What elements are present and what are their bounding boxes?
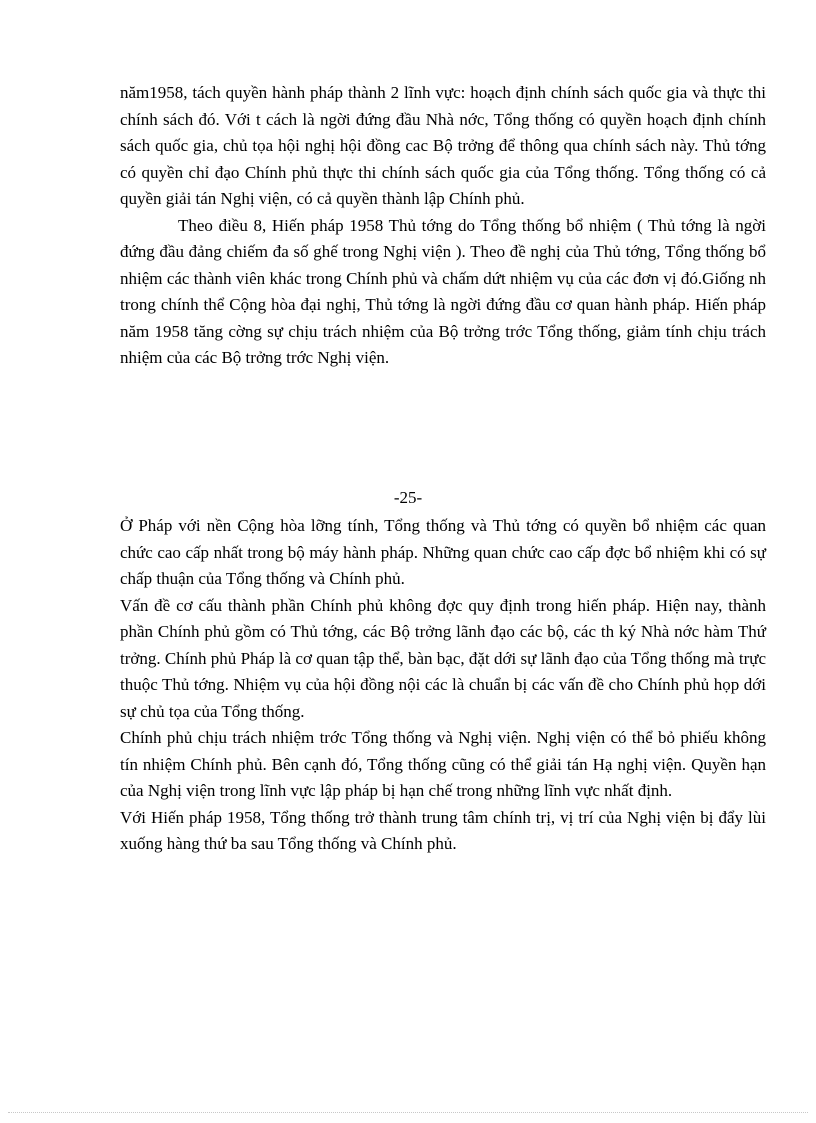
paragraph-appointments: Ở Pháp với nền Cộng hòa lỡng tính, Tổng thống và Thủ tớng có quyền bổ nhiệm các quan chức cao cấp nhất trong bộ máy hành pháp. Những quan chức cao cấp đợc bổ nhiệm khi có sự chấp thuận của Tổng thống và Chính phủ.	[120, 516, 766, 588]
paragraph-executive-powers: năm1958, tách quyền hành pháp thành 2 lĩnh vực: hoạch định chính sách quốc gia và thực thi chính sách đó. Với t cách là ngời đứng đầu Nhà nớc, Tổng thống có quyền hoạch định chính sách quốc gia, chủ tọa hội nghị hội đồng cac Bộ trởng để thông qua chính sách này. Thủ tớng có quyền chỉ đạo Chính phủ thực thi chính sách quốc gia của Tổng thống. Tổng thống có cả quyền giải tán Nghị viện, có cả quyền thành lập Chính phủ.	[120, 83, 766, 208]
upper-text-block	[120, 80, 766, 372]
paragraph-article-8: Theo điều 8, Hiến pháp 1958 Thủ tớng do Tổng thống bổ nhiệm ( Thủ tớng là ngời đứng đầu đảng chiếm đa số ghế trong Nghị viện ). Theo đề nghị của Thủ tớng, Tổng thống bổ nhiệm các thành viên khác trong Chính phủ và chấm dứt nhiệm vụ của các đơn vị đó.Giống nh trong chính thể Cộng hòa đại nghị, Thủ tớng là ngời đứng đầu cơ quan hành pháp. Hiến pháp năm 1958 tăng cờng sự chịu trách nhiệm của Bộ trởng trớc Tổng thống, giảm tính chịu trách nhiệm của các Bộ trởng trớc Nghị viện.	[120, 215, 766, 367]
paragraph-government-responsibility: Chính phủ chịu trách nhiệm trớc Tổng thống và Nghị viện. Nghị viện có thể bỏ phiếu không tín nhiệm Chính phủ. Bên cạnh đó, Tổng thống cũng có thể giải tán Hạ nghị viện. Quyền hạn của Nghị viện trong lĩnh vực lập pháp bị hạn chế trong những lĩnh vực nhất định.	[120, 728, 766, 800]
page-number: -25-	[393, 488, 423, 507]
paragraph-constitution-1958: Với Hiến pháp 1958, Tổng thống trở thành trung tâm chính trị, vị trí của Nghị viện bị đẩy lùi xuống hàng thứ ba sau Tổng thống và Chính phủ.	[120, 807, 766, 853]
footer-divider	[8, 1112, 808, 1113]
paragraph-government-structure: Vấn đề cơ cấu thành phần Chính phủ không đợc quy định trong hiến pháp. Hiện nay, thành phần Chính phủ gồm có Thủ tớng, các Bộ trởng lãnh đạo các bộ, các th ký Nhà nớc hàm Thứ trởng. Chính phủ Pháp là cơ quan tập thể, bàn bạc, đặt dới sự lãnh đạo của Tổng thống mà trực thuộc Thủ tớng. Nhiệm vụ của hội đồng nội các là chuẩn bị các vấn đề cho Chính phủ họp dới sự chủ tọa của Tổng thống.	[120, 595, 766, 721]
lower-text-block	[120, 513, 766, 858]
